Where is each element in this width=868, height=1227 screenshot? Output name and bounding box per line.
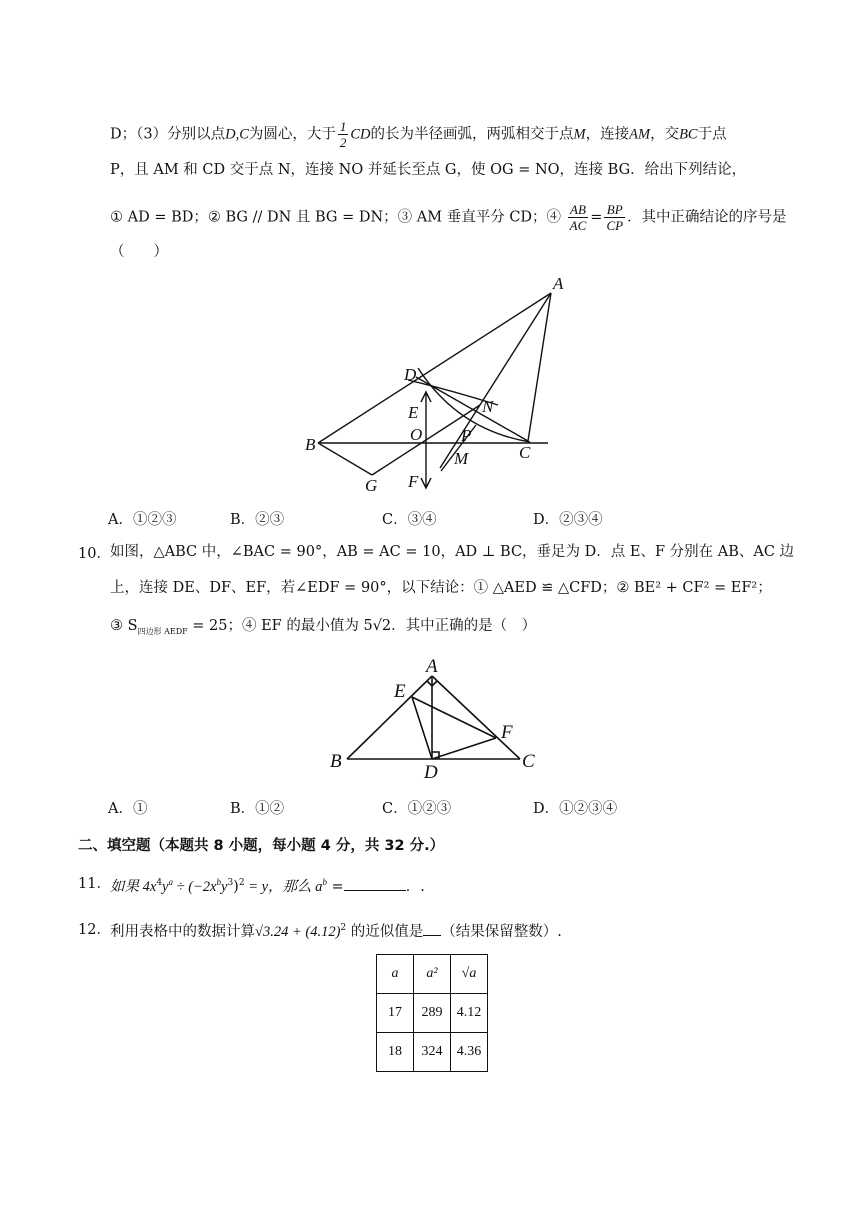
q9-text-g: ，连接 <box>585 126 630 143</box>
seg-BG <box>318 443 372 475</box>
table-cell: 324 <box>414 1033 451 1072</box>
table-header-cell: a² <box>414 955 451 994</box>
label-E: E <box>394 681 406 702</box>
q9-frac-half-den: 2 <box>339 135 347 150</box>
seg-AC <box>432 676 520 759</box>
seg-BA <box>318 293 551 443</box>
q12-c: 的近似值是 <box>346 923 424 940</box>
q10-line3-a: ③ S <box>110 618 138 634</box>
q9-frac-cp: CP <box>606 218 624 233</box>
q11-sup-4: 4 <box>156 878 163 888</box>
q11-h: ．. <box>405 878 425 895</box>
label-F: F <box>408 472 419 491</box>
label-C: C <box>522 751 535 772</box>
label-E: E <box>408 403 419 422</box>
table-header-cell: √a <box>451 955 488 994</box>
table-row <box>377 1033 488 1072</box>
table-cell: 4.12 <box>451 994 488 1033</box>
seg-AM <box>440 293 551 468</box>
q11-f: = y，那么 a <box>244 878 323 895</box>
q9-text-c: 为圆心，大于 <box>248 126 336 143</box>
q12-answer-blank[interactable] <box>423 921 441 936</box>
q9-frac-ab: AB <box>568 202 589 218</box>
q9-paren: （ ） <box>110 244 168 260</box>
q9-text-a: D；（3）分别以点 <box>110 126 226 143</box>
label-O: O <box>410 425 423 444</box>
q9-eq: = <box>590 209 603 226</box>
label-D: D <box>424 762 438 783</box>
table-row <box>377 994 488 1033</box>
q9-math-dc: D,C <box>225 126 249 143</box>
q9-line1 <box>110 119 727 150</box>
label-A: A <box>426 656 438 677</box>
q10-area-subscript: 四边形 AEDF <box>137 626 188 636</box>
q11-sup-b: b <box>216 877 221 887</box>
seg-DF <box>432 738 496 759</box>
q12-a: 利用表格中的数据计算 <box>110 923 255 940</box>
seg-AC <box>528 293 551 441</box>
label-N: N <box>482 397 494 416</box>
q9-line3-a: ① AD = BD；② BG // DN 且 BG = DN；③ AM 垂直平分 CD；④ <box>110 209 562 226</box>
q10-line2: 上，连接 DE、DF、EF，若∠EDF = 90°，以下结论：① △AED ≌ △CFD；② BE² + CF² = EF²； <box>110 580 772 596</box>
q9-math-bc: BC <box>679 126 698 143</box>
label-M: M <box>454 449 469 468</box>
q9-math-am: AM <box>629 126 651 143</box>
q9-frac-ac: AC <box>569 218 587 233</box>
q9-line3-b: ．其中正确结论的序号是 <box>627 209 787 226</box>
section-heading: 二、填空题（本题共 8 小题，每小题 4 分，共 32 分.） <box>78 838 445 854</box>
label-P: P <box>461 426 472 445</box>
q10-option-a[interactable]: A．① <box>108 801 148 817</box>
q11-number: 11． <box>78 876 111 892</box>
label-C: C <box>519 443 531 462</box>
q10-option-b[interactable]: B．①② <box>230 801 285 817</box>
q11-e: ) <box>233 878 239 895</box>
q10-line3-b: = 25；④ EF 的最小值为 5√2．其中正确的是（ ） <box>187 618 537 634</box>
q12-sup-2: 2 <box>340 923 347 933</box>
q10-line3 <box>110 616 536 642</box>
q11-sup-2: 2 <box>238 878 245 888</box>
q9-figure <box>290 268 580 498</box>
q10-option-d[interactable]: D．①②③④ <box>533 801 618 817</box>
table-cell: 17 <box>377 994 414 1033</box>
q9-frac-bp: BP <box>604 202 625 218</box>
q11-answer-blank[interactable] <box>344 876 406 891</box>
q12-b: √3.24 + (4.12) <box>255 923 341 940</box>
label-D: D <box>404 365 417 384</box>
q9-frac-half <box>338 119 349 150</box>
q11-b: y <box>162 878 169 895</box>
q10-figure <box>320 652 550 784</box>
q11-a: 如果 4x <box>110 878 157 895</box>
q9-math-m: M <box>573 126 586 143</box>
q9-frac-bp-cp <box>604 202 625 233</box>
q11-d: y <box>221 878 228 895</box>
q9-option-c[interactable]: C．③④ <box>382 512 437 528</box>
label-G: G <box>365 476 378 495</box>
table-cell: 18 <box>377 1033 414 1072</box>
seg-ED <box>412 697 432 759</box>
q12-line <box>110 918 562 942</box>
q11-line <box>110 872 425 897</box>
q9-option-d[interactable]: D．②③④ <box>533 512 603 528</box>
q11-sup-b2: b <box>322 877 327 887</box>
q9-text-i: ，交 <box>650 126 680 143</box>
q9-option-a[interactable]: A．①②③ <box>108 512 177 528</box>
q11-c: ÷ (−2x <box>172 878 217 895</box>
q10-number: 10． <box>78 546 111 562</box>
label-A: A <box>553 274 564 293</box>
q12-number: 12． <box>78 922 111 938</box>
table-cell: 289 <box>414 994 451 1033</box>
arc-from-d <box>418 368 530 442</box>
q9-text-e: 的长为半径画弧，两弧相交于点 <box>370 126 574 143</box>
q12-d: （结果保留整数）. <box>441 923 562 940</box>
label-B: B <box>305 435 316 454</box>
q9-math-cd: CD <box>350 126 371 143</box>
q9-frac-ab-ac <box>568 202 589 233</box>
label-B: B <box>330 751 342 772</box>
q9-option-b[interactable]: B．②③ <box>230 512 285 528</box>
q9-line3 <box>110 202 787 233</box>
q9-text-k: 于点 <box>697 126 727 143</box>
q9-frac-half-num: 1 <box>339 119 347 134</box>
label-F: F <box>501 722 513 743</box>
q10-option-c[interactable]: C．①②③ <box>382 801 452 817</box>
q9-line2: P，且 AM 和 CD 交于点 N，连接 NO 并延长至点 G，使 OG = NO，连接 BG．给出下列结论， <box>110 162 747 178</box>
table-header-cell: a <box>377 955 414 994</box>
q10-line1: 如图，△ABC 中，∠BAC = 90°，AB = AC = 10，AD ⊥ BC，垂足为 D．点 E、F 分别在 AB、AC 边 <box>110 544 795 560</box>
q11-g: = <box>326 878 344 895</box>
q11-sup-3: 3 <box>227 878 234 888</box>
table-header-row <box>377 955 488 994</box>
seg-EF <box>412 697 496 738</box>
q12-data-table <box>376 954 488 1072</box>
table-cell: 4.36 <box>451 1033 488 1072</box>
q11-sup-a: a <box>168 877 173 887</box>
